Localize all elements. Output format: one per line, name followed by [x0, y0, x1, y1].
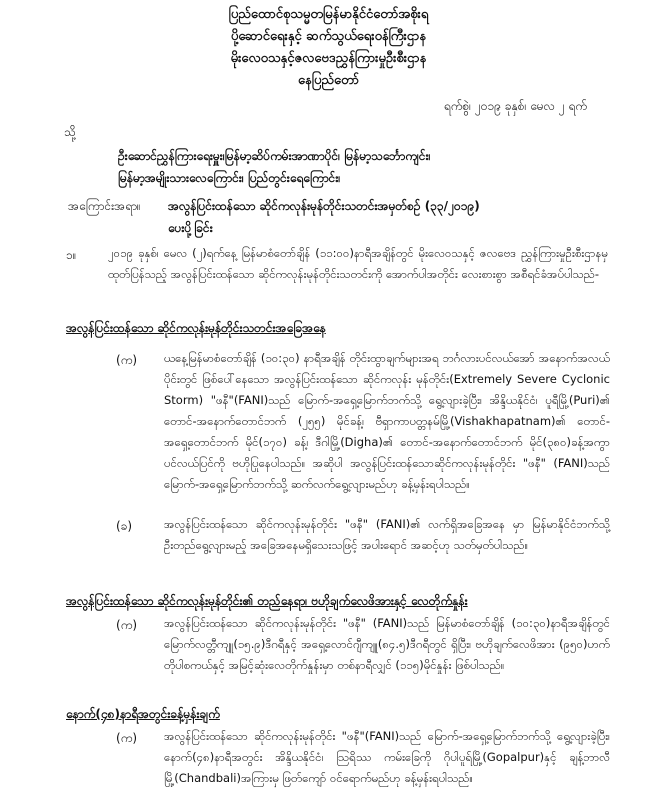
intro-paragraph: ၂၀၁၉ ခုနှစ်၊ မေလ (၂)ရက်နေ့ မြန်မာစံတော်ချိန် (၁၁:၀၀)နာရီအချိန်တွင် မိုးလေဝသနှင့် ဇလဗေဒ ညွှန်ကြားမှုဦးစီးဌာနမှ ထုတ်ပြန်သည့် အလွန်ပြင်းထန်သော ဆိုင်ကလုန်းမုန်တိုင်းသတင်းကို အောက်ပါအတိုင်း လေးစားစွာ အစီရင်ခံအပ်ပါသည်- [108, 246, 608, 281]
paragraph-number: ၁။ [66, 248, 77, 262]
to-label: သို့ [64, 125, 76, 139]
subject-line-2: ပေးပို့ခြင်း [168, 221, 213, 235]
section-heading-position: အလွန်ပြင်းထန်သော ဆိုင်ကလုန်းမုန်တိုင်း၏ တည်နေရာ၊ ဗဟိုချက်လေဖိအားနှင့် လေတိုက်နှုန်း [66, 594, 468, 608]
document-date: ရက်စွဲ၊ ၂၀၁၉ ခုနှစ်၊ မေလ ၂ ရက် [443, 99, 587, 113]
subject-line-1: အလွန်ပြင်းထန်သော ဆိုင်ကလုန်းမုန်တိုင်းသတင်းအမှတ်စဉ် (၃၃/၂၀၁၉) [168, 199, 480, 213]
recipient-line-1: ဦးဆောင်ညွှန်ကြားရေးမှူး၊မြန်မာ့ဆိပ်ကမ်းအာဏာပိုင်၊ မြန်မာ့သင်္ဘောကျင်း၊ [118, 149, 431, 163]
item-label: (က) [116, 731, 138, 745]
recipient-line-2: မြန်မာ့အမျိုးသားလေကြောင်း၊ ပြည်တွင်းရေကြောင်း၊ [118, 171, 341, 185]
subject-label: အကြောင်းအရာ။ [68, 199, 141, 213]
status-paragraph-a: ယနေ့မြန်မာစံတော်ချိန် (၁၀:၃၀) နာရီအချိန် တိုင်းထွာချက်များအရ ဘင်္ဂလားပင်လယ်အော် အနောက်အလယ်ပိုင်းတွင် ဖြစ်ပေါ်နေသော အလွန်ပြင်းထန်သော ဆိုင်ကလုန်း မုန်တိုင်း(Extremely Severe Cyclonic Storm) "ဖနီ"(FANI)သည် မြောက်-အရှေ့မြောက်ဘက်သို့ ရွေ့လျားခဲ့ပြီး၊ အိန္ဒိယနိုင်ငံ၊ ပူရီမြို့(Puri)၏ တောင်-အနောက်တောင်ဘက် (၂၅၅) မိုင်ခန့်၊ ဗီရှာကာပတ္တနမ်မြို့(Vishakhapatnam)၏ တောင်-အရှေ့တောင်ဘက် မိုင်(၁၇၀) ခန့်၊ ဒီဂါမြို့(Digha)၏ တောင်-အနောက်တောင်ဘက် မိုင်(၃၈၀)ခန့်အကွာ ပင်လယ်ပြင်ကို ဗဟိုပြုနေပါသည်။ အဆိုပါ အလွန်ပြင်းထန်သောဆိုင်ကလုန်းမုန်တိုင်း "ဖနီ" (FANI)သည် မြောက်-အရှေ့မြောက်ဘက်သို့ ဆက်လက်ရွေ့လျားမည်ဟု ခန့်မှန်းရပါသည်။ [164, 351, 610, 491]
letterhead-line-3: မိုးလေဝသနှင့်ဇလဗေဒညွှန်ကြားမှုဦးစီးဌာန [230, 51, 427, 66]
forecast-paragraph-a: အလွန်ပြင်းထန်သော ဆိုင်ကလုန်းမုန်တိုင်း "ဖနီ"(FANI)သည် မြောက်-အရှေ့မြောက်ဘက်သို့ ရွေ့လျားခဲ့ပြီး၊ နောက်(၄၈)နာရီအတွင်း အိန္ဒိယနိုင်ငံ၊ ဩရိဿ ကမ်းခြေကို ဂိုပါပူရ်မြို့(Gopalpur)နှင့် ချန့်ဘာလီမြို့(Chandbali)အကြားမှ ဖြတ်ကျော် ဝင်ရောက်မည်ဟု ခန့်မှန်းရပါသည်။ [164, 729, 610, 785]
section-heading-forecast: နောက်(၄၈)နာရီအတွင်းခန့်မှန်းချက် [66, 707, 220, 721]
item-label: (က) [116, 353, 138, 367]
item-label: (ခ) [116, 519, 133, 533]
item-label: (က) [116, 618, 138, 632]
position-paragraph-a: အလွန်ပြင်းထန်သော ဆိုင်ကလုန်းမုန်တိုင်း "ဖနီ" (FANI)သည် မြန်မာစံတော်ချိန် (၁၀:၃၀)နာရီအချိန်တွင် မြောက်လတ္တီကျူ(၁၅.၉)ဒီဂရီနှင့် အရှေ့လောင်ဂျီကျူ(၈၄.၅)ဒီဂရီတွင် ရှိပြီး၊ ဗဟိုချက်လေဖိအား (၉၅၀)ဟက်တိုပါစကယ်နှင့် အမြင့်ဆုံးလေတိုက်နှုန်းမှာ တစ်နာရီလျှင် (၁၁၅)မိုင်နှုန်း ဖြစ်ပါသည်။ [164, 616, 610, 672]
letterhead-line-1: ပြည်ထောင်စုသမ္မတမြန်မာနိုင်ငံတော်အစိုးရ [228, 7, 429, 22]
section-heading-status: အလွန်ပြင်းထန်သော ဆိုင်ကလုန်းမုန်တိုင်းသတင်းအခြေအနေ [66, 321, 326, 335]
letterhead-line-4: နေပြည်တော် [297, 73, 359, 88]
letterhead-line-2: ပို့ဆောင်ရေးနှင့် ဆက်သွယ်ရေးဝန်ကြီးဌာန [230, 29, 427, 44]
status-paragraph-b: အလွန်ပြင်းထန်သော ဆိုင်ကလုန်းမုန်တိုင်း "ဖနီ" (FANI)၏ လက်ရှိအခြေအနေ မှာ မြန်မာနိုင်ငံဘက်သို့ ဦးတည်ရွေ့လျားမည့် အခြေအနေမရှိသေးသဖြင့် အပါးရောင် အဆင့်ဟု သတ်မှတ်ပါသည်။ [164, 517, 610, 552]
